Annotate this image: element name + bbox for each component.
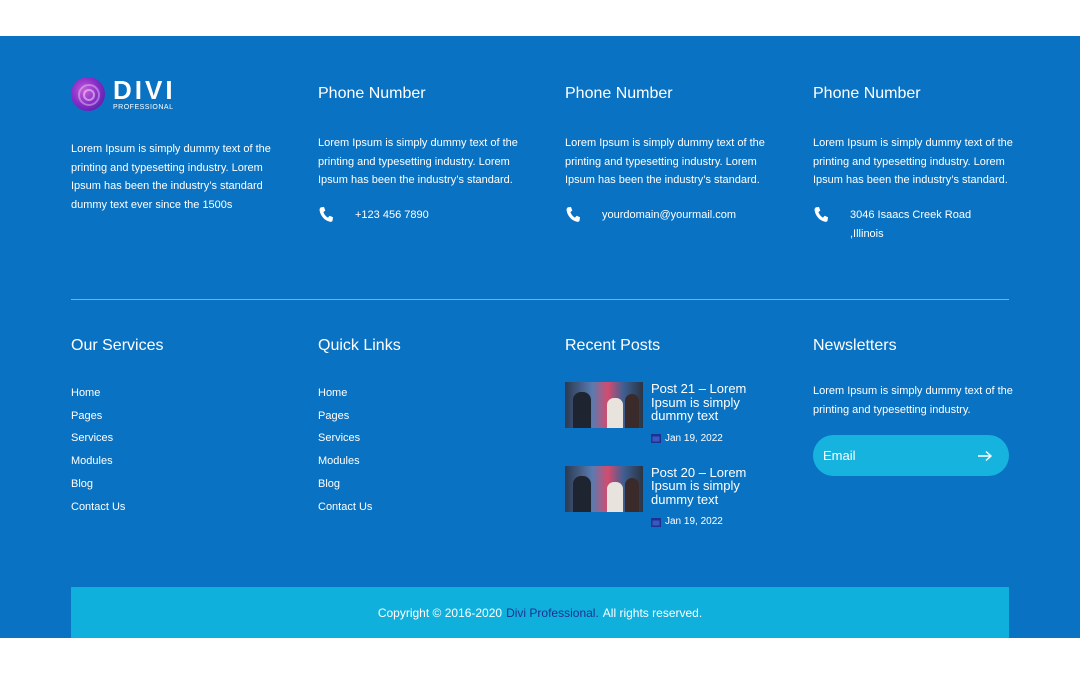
arrow-right-icon[interactable] — [977, 450, 993, 462]
quick-link-modules[interactable]: Modules — [318, 455, 360, 468]
email-input[interactable] — [821, 447, 965, 464]
copyright-brand-link[interactable]: Divi Professional. — [506, 605, 599, 620]
copyright-prefix: Copyright © 2016-2020 — [377, 605, 503, 620]
logo-subtitle: PROFESSIONAL — [113, 104, 174, 111]
copyright-suffix: All rights reserved. — [602, 605, 703, 620]
services-heading: Our Services — [71, 337, 164, 354]
post-title[interactable]: Post 21 – Lorem Ipsum is simply dummy text — [651, 381, 747, 423]
contact-detail — [813, 206, 1013, 244]
contact-detail — [318, 206, 518, 225]
services-link-home[interactable]: Home — [71, 387, 101, 399]
services-link-contact[interactable]: Contact Us — [71, 500, 126, 513]
contact-heading: Phone Number — [565, 85, 673, 102]
phone-icon — [813, 206, 829, 224]
post-date — [651, 516, 775, 527]
quick-link-home[interactable]: Home — [318, 387, 348, 399]
newsletter-description: Lorem Ipsum is simply dummy text of the printing and typesetting industry. — [813, 385, 1013, 416]
post-date-text: Jan 19, 2022 — [665, 516, 723, 527]
post-date — [651, 433, 775, 444]
contact-detail — [565, 206, 765, 225]
newsletter-form — [813, 435, 1009, 476]
post-title[interactable]: Post 20 – Lorem Ipsum is simply dummy text — [651, 464, 747, 507]
contact-phone-value[interactable]: +123 456 7890 — [355, 208, 429, 221]
newsletter-heading: Newsletters — [813, 337, 897, 354]
contact-column-address — [813, 76, 1013, 244]
contact-heading: Phone Number — [318, 85, 426, 102]
quick-links-column — [318, 328, 518, 518]
brand-column — [71, 76, 271, 214]
quick-links-heading: Quick Links — [318, 337, 401, 354]
contact-column-email — [565, 76, 765, 225]
calendar-icon — [651, 517, 661, 527]
quick-link-contact[interactable]: Contact Us — [318, 500, 373, 513]
calendar-icon — [651, 433, 661, 443]
brand-description: Lorem Ipsum is simply dummy text of the printing and typesetting industry. Lorem Ipsum has been the industry’s standard dummy text ever since the 1500s — [71, 143, 271, 211]
site-footer — [0, 36, 1080, 638]
services-column — [71, 328, 271, 518]
logo-name: DIVI — [113, 75, 176, 105]
contact-email-value[interactable]: yourdomain@yourmail.com — [602, 208, 737, 221]
recent-posts-heading: Recent Posts — [565, 337, 661, 354]
phone-icon — [318, 206, 334, 224]
footer-divider — [71, 299, 1009, 300]
recent-posts-column — [565, 328, 775, 527]
post-thumbnail[interactable] — [565, 382, 643, 428]
post-thumbnail[interactable] — [565, 466, 643, 512]
contact-description: Lorem Ipsum is simply dummy text of the printing and typesetting industry. Lorem Ipsum has been the industry’s standard. — [813, 137, 1013, 187]
services-link-blog[interactable]: Blog — [71, 477, 94, 490]
contact-heading: Phone Number — [813, 85, 921, 102]
services-link-modules[interactable]: Modules — [71, 455, 113, 468]
recent-post[interactable] — [565, 466, 775, 528]
quick-link-blog[interactable]: Blog — [318, 477, 341, 490]
quick-link-services[interactable]: Services — [318, 432, 361, 445]
copyright-bar — [71, 587, 1009, 638]
quick-link-pages[interactable]: Pages — [318, 409, 350, 422]
services-list — [71, 382, 271, 518]
recent-post[interactable] — [565, 382, 775, 444]
services-link-pages[interactable]: Pages — [71, 409, 103, 422]
post-date-text: Jan 19, 2022 — [665, 432, 723, 444]
contact-description: Lorem Ipsum is simply dummy text of the printing and typesetting industry. Lorem Ipsum has been the industry’s standard. — [318, 137, 518, 187]
services-link-services[interactable]: Services — [71, 432, 114, 445]
logo-icon — [71, 77, 105, 111]
phone-icon — [565, 206, 581, 224]
logo[interactable] — [71, 76, 271, 112]
contact-column-phone — [318, 76, 518, 225]
contact-description: Lorem Ipsum is simply dummy text of the printing and typesetting industry. Lorem Ipsum has been the industry’s standard. — [565, 137, 765, 187]
quick-links-list — [318, 382, 518, 518]
contact-address-value: 3046 Isaacs Creek Road ,Illinois — [850, 208, 972, 240]
newsletter-column — [813, 328, 1013, 476]
